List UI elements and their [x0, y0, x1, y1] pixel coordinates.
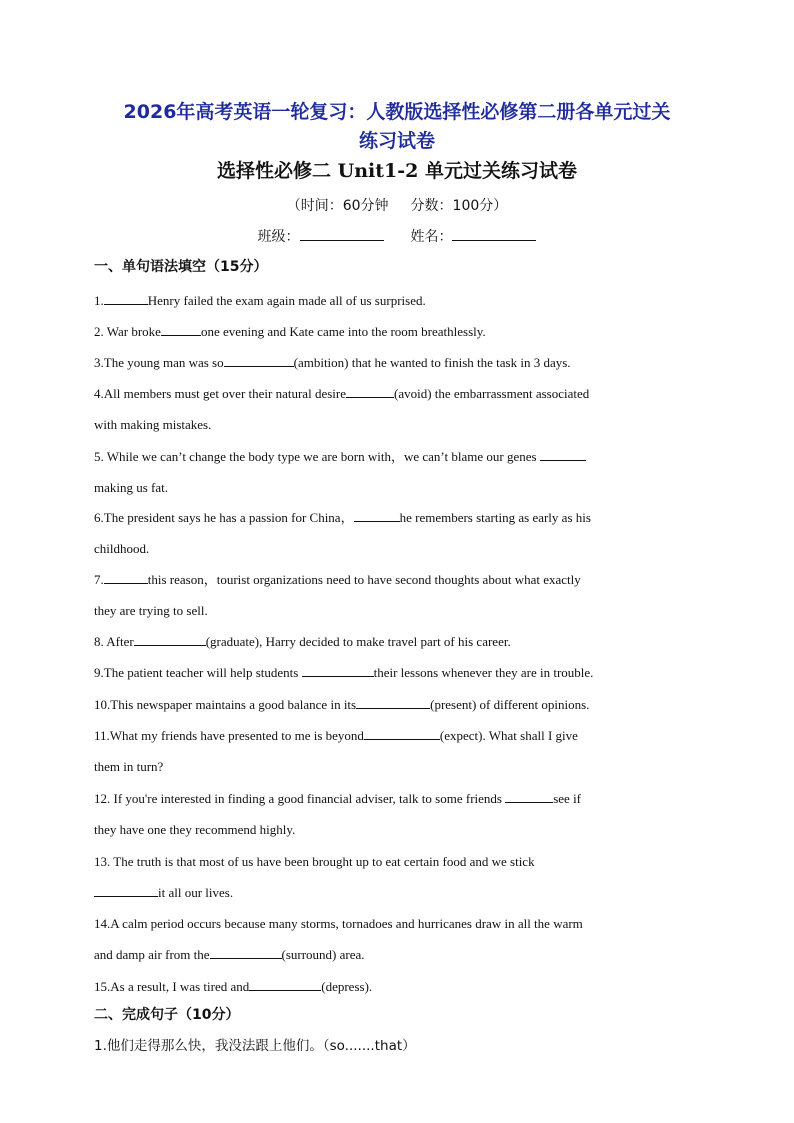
question-6: 6.The president says he has a passion for China， he remembers starting as early as his childhood.: [94, 510, 591, 556]
class-label: 班级：: [257, 229, 300, 245]
answer-blank[interactable]: [354, 508, 400, 522]
section-heading-2: 二、完成句子（10分）: [94, 1007, 240, 1023]
document-subtitle: 选择性必修二 Unit1-2 单元过关练习试卷: [217, 160, 577, 182]
answer-blank[interactable]: [346, 384, 394, 398]
question-9: 9.The patient teacher will help students their lessons whenever they are in trouble.: [94, 665, 594, 680]
question-5: 5. While we can’t change the body type we are born with，we can’t blame our genes making us fat.: [94, 441, 702, 503]
question-1: 1. Henry failed the exam again made all of us surprised.: [94, 293, 426, 308]
question-4: 4.All members must get over their natural desire (avoid) the embarrassment associated with making mistakes.: [94, 386, 590, 432]
exam-meta: [60, 195, 734, 217]
answer-blank[interactable]: [134, 632, 206, 646]
time-info: （时间：60分钟: [286, 198, 389, 214]
question-13: 13. The truth is that most of us have been brought up to eat certain food and we stick it all our lives.: [94, 854, 535, 900]
translation-question-1: 1.他们走得那么快，我没法跟上他们。（so.......that）: [94, 1038, 416, 1054]
question-15: 15.As a result, I was tired and (depress).: [94, 979, 373, 994]
answer-blank[interactable]: [104, 570, 148, 584]
question-12: 12. If you're interested in finding a good financial adviser, talk to some friends see if they have one they recommend highly.: [94, 791, 582, 837]
answer-blank[interactable]: [104, 291, 148, 305]
class-blank[interactable]: [300, 226, 384, 241]
answer-blank[interactable]: [210, 945, 282, 959]
question-8: 8. After (graduate), Harry decided to make travel part of his career.: [94, 634, 511, 649]
title-line-2: 练习试卷: [358, 130, 435, 152]
title-line-1: 2026年高考英语一轮复习：人教版选择性必修第二册各单元过关: [123, 101, 671, 123]
question-2: 2. War broke one evening and Kate came into the room breathlessly.: [94, 324, 486, 339]
section-heading-1: 一、单句语法填空（15分）: [94, 259, 268, 275]
answer-blank[interactable]: [302, 663, 374, 677]
question-10: 10.This newspaper maintains a good balance in its (present) of different opinions.: [94, 697, 590, 712]
name-blank[interactable]: [452, 226, 536, 241]
answer-blank[interactable]: [249, 977, 321, 991]
document-title: [60, 98, 734, 156]
answer-blank[interactable]: [356, 695, 430, 709]
question-14: 14.A calm period occurs because many storms, tornadoes and hurricanes draw in all the warm and damp air from the (surround) area.: [94, 916, 583, 962]
student-info-row: [60, 226, 734, 248]
answer-blank[interactable]: [505, 789, 553, 803]
answer-blank[interactable]: [224, 353, 294, 367]
answer-blank[interactable]: [161, 322, 201, 336]
score-info: 分数：100分）: [410, 198, 508, 214]
question-3: 3.The young man was so (ambition) that he wanted to finish the task in 3 days.: [94, 355, 571, 370]
name-label: 姓名：: [410, 229, 453, 245]
question-11: 11.What my friends have presented to me is beyond (expect). What shall I give them in turn?: [94, 728, 578, 774]
answer-blank[interactable]: [364, 726, 440, 740]
question-7: 7. this reason，tourist organizations need to have second thoughts about what exactly they are trying to sell.: [94, 572, 581, 618]
answer-blank[interactable]: [540, 447, 586, 461]
answer-blank[interactable]: [94, 883, 158, 897]
